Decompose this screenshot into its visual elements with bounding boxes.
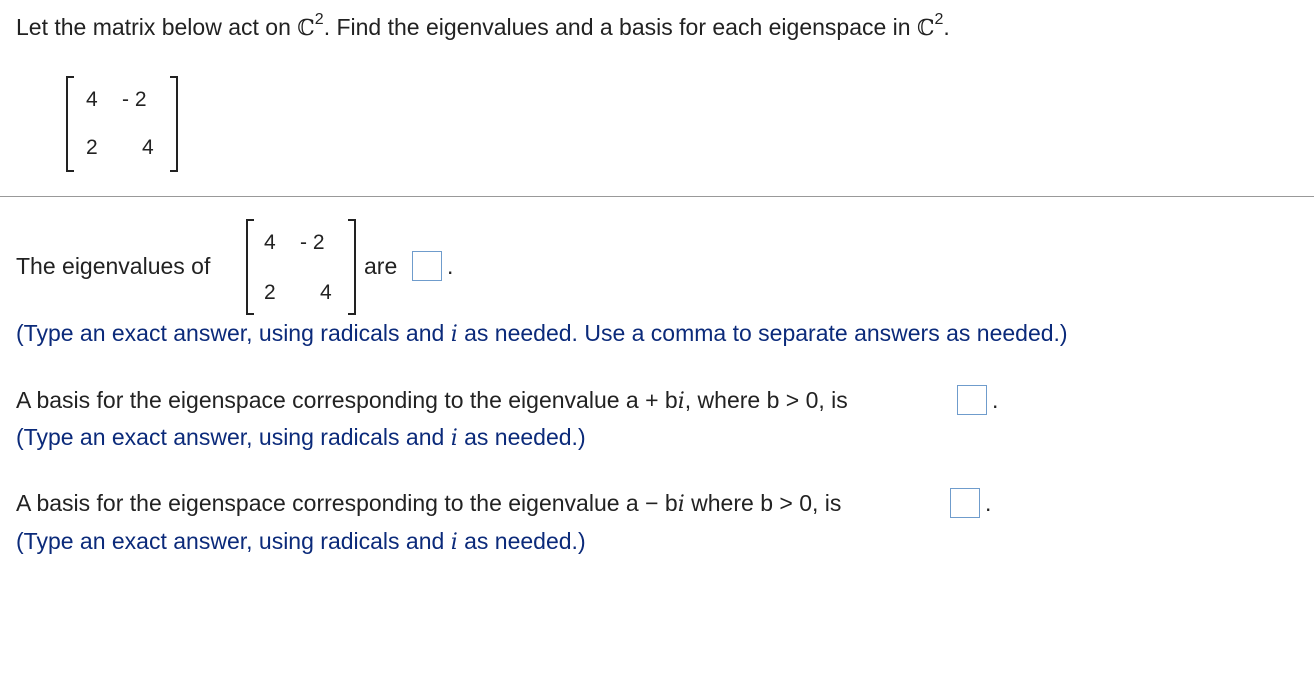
matrix-cell: 2 — [86, 136, 98, 159]
complex-symbol: ℂ — [297, 16, 315, 41]
prompt-suffix: . — [943, 14, 950, 40]
part1-matrix — [246, 219, 356, 315]
matrix-cell: 4 — [86, 88, 98, 111]
imaginary-unit: i — [450, 530, 458, 555]
matrix-cell: 4 — [142, 136, 154, 159]
question-matrix — [66, 76, 178, 172]
basis-plus-hint: (Type an exact answer, using radicals and i as needed.) — [16, 424, 586, 451]
matrix-cell: - 2 — [122, 88, 147, 111]
exponent: 2 — [314, 11, 324, 28]
eigenvalues-label: The eigenvalues of — [16, 253, 211, 279]
imaginary-unit: i — [677, 389, 685, 414]
period: . — [985, 490, 992, 516]
basis-plus-question: A basis for the eigenspace corresponding to the eigenvalue a + bi, where b > 0, is — [16, 387, 848, 414]
imaginary-unit: i — [450, 322, 458, 347]
question-prompt — [16, 12, 950, 46]
basis-minus-question: A basis for the eigenspace corresponding to the eigenvalue a − bi where b > 0, is — [16, 490, 842, 517]
matrix-cell: 4 — [320, 281, 332, 304]
imaginary-unit: i — [677, 492, 685, 517]
period: . — [992, 387, 999, 413]
prompt-prefix: Let the matrix below act on — [16, 14, 298, 40]
eigenvalues-answer-box[interactable] — [412, 251, 442, 281]
period: . — [447, 253, 454, 279]
exponent: 2 — [934, 11, 944, 28]
basis-plus-answer-box[interactable] — [957, 385, 987, 415]
section-divider — [0, 196, 1314, 197]
matrix-cell: 4 — [264, 231, 276, 254]
imaginary-unit: i — [450, 426, 458, 451]
matrix-cell: 2 — [264, 281, 276, 304]
are-label: are — [364, 253, 398, 279]
prompt-middle: . Find the eigenvalues and a basis for each eigenspace in — [323, 14, 917, 40]
basis-minus-hint: (Type an exact answer, using radicals and i as needed.) — [16, 528, 586, 555]
matrix-cell: - 2 — [300, 231, 325, 254]
eigenvalues-hint: (Type an exact answer, using radicals and i as needed. Use a comma to separate answers as needed.) — [16, 320, 1068, 347]
complex-symbol: ℂ — [916, 16, 935, 41]
basis-minus-answer-box[interactable] — [950, 488, 980, 518]
